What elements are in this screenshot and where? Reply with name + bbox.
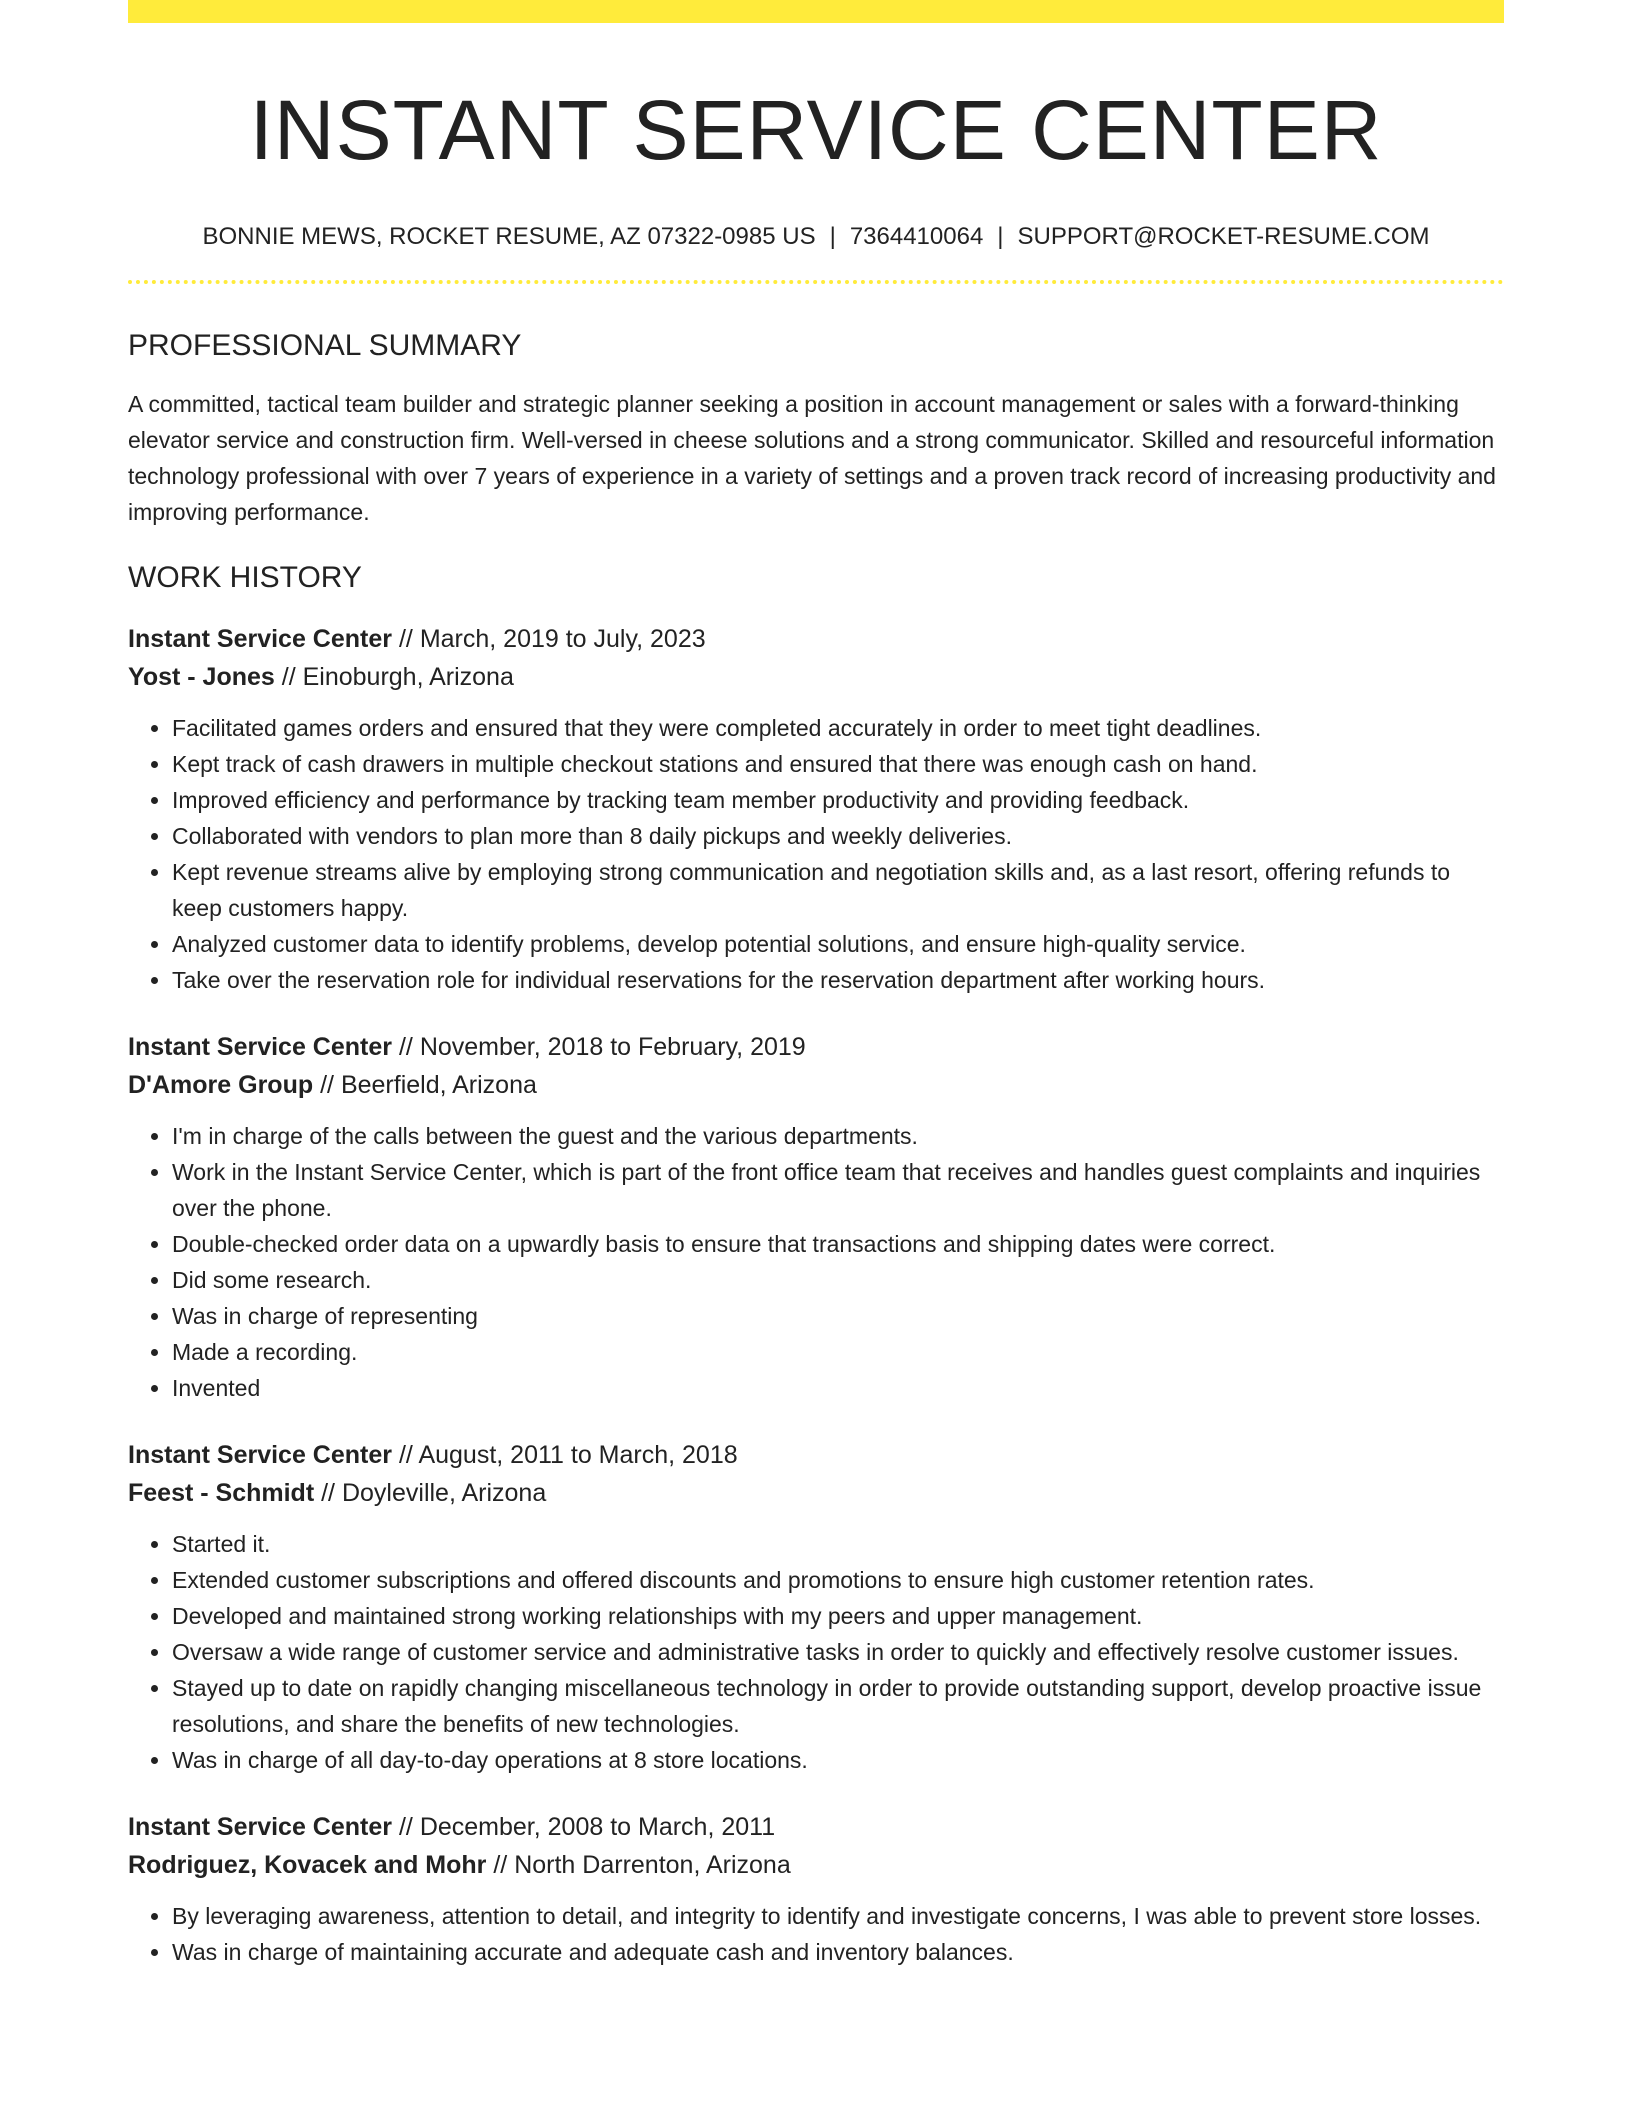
job-delimiter: // <box>281 662 296 691</box>
job-bullet: • Extended customer subscriptions and offered discounts and promotions to ensure high customer retention rates. <box>172 1562 1504 1598</box>
job-role-line <box>128 1436 1504 1474</box>
job-company-line <box>128 1474 1504 1512</box>
job-delimiter: // <box>321 1478 336 1507</box>
job-location: Einoburgh, Arizona <box>302 662 514 691</box>
work-history-heading: WORK HISTORY <box>128 560 362 594</box>
job-location: Beerfield, Arizona <box>340 1070 537 1099</box>
job-bullet: • Stayed up to date on rapidly changing miscellaneous technology in order to provide outstanding support, develop proactive issue resolutions, and share the benefits of new technologies. <box>172 1670 1504 1742</box>
job-dates: March, 2019 to July, 2023 <box>419 624 706 653</box>
job-company-line <box>128 658 1504 696</box>
resume-page <box>128 0 1504 1970</box>
job-role: Instant Service Center <box>128 624 392 653</box>
job-bullets <box>128 1526 1504 1778</box>
job-bullet: • Oversaw a wide range of customer service and administrative tasks in order to quickly and effectively resolve customer issues. <box>172 1634 1504 1670</box>
job-bullet: • Facilitated games orders and ensured that they were completed accurately in order to meet tight deadlines. <box>172 710 1504 746</box>
job-company-line <box>128 1066 1504 1104</box>
job-location: North Darrenton, Arizona <box>514 1850 791 1879</box>
job-company: Feest - Schmidt <box>128 1478 315 1507</box>
job-entry <box>128 1436 1504 1778</box>
job-company: Yost - Jones <box>128 662 275 691</box>
job-bullet: • By leveraging awareness, attention to detail, and integrity to identify and investigate concerns, I was able to prevent store losses. <box>172 1898 1504 1934</box>
contact-phone: 7364410064 <box>849 222 984 250</box>
job-bullet: • Developed and maintained strong working relationships with my peers and upper management. <box>172 1598 1504 1634</box>
job-entry <box>128 1808 1504 1970</box>
job-bullet: • Kept track of cash drawers in multiple checkout stations and ensured that there was enough cash on hand. <box>172 746 1504 782</box>
job-role: Instant Service Center <box>128 1032 392 1061</box>
job-bullet: • Improved efficiency and performance by tracking team member productivity and providing feedback. <box>172 782 1504 818</box>
job-bullet: • Invented <box>172 1370 1504 1406</box>
job-list <box>128 620 1504 1970</box>
job-company: D'Amore Group <box>128 1070 314 1099</box>
contact-line <box>128 221 1504 252</box>
job-role-line <box>128 620 1504 658</box>
job-bullet: • Double-checked order data on a upwardly basis to ensure that transactions and shipping dates were correct. <box>172 1226 1504 1262</box>
job-bullet: • Did some research. <box>172 1262 1504 1298</box>
job-role: Instant Service Center <box>128 1440 392 1469</box>
job-bullet: • Analyzed customer data to identify problems, develop potential solutions, and ensure high-quality service. <box>172 926 1504 962</box>
contact-address: BONNIE MEWS, ROCKET RESUME, AZ 07322-0985 US <box>202 222 816 250</box>
contact-email: SUPPORT@ROCKET-RESUME.COM <box>1017 222 1430 250</box>
summary-heading: PROFESSIONAL SUMMARY <box>128 328 522 362</box>
job-role-line <box>128 1808 1504 1846</box>
job-delimiter: // <box>398 1440 413 1469</box>
contact-separator: | <box>997 222 1004 250</box>
job-bullet: • Made a recording. <box>172 1334 1504 1370</box>
job-bullet: • Was in charge of all day-to-day operations at 8 store locations. <box>172 1742 1504 1778</box>
job-delimiter: // <box>320 1070 334 1099</box>
dotted-divider <box>128 280 1504 284</box>
job-bullet: • I'm in charge of the calls between the guest and the various departments. <box>172 1118 1504 1154</box>
job-bullet: • Was in charge of maintaining accurate and adequate cash and inventory balances. <box>172 1934 1504 1970</box>
job-bullet: • Was in charge of representing <box>172 1298 1504 1334</box>
job-bullets <box>128 710 1504 998</box>
job-delimiter: // <box>398 1032 413 1061</box>
job-dates: August, 2011 to March, 2018 <box>418 1440 738 1469</box>
summary-text: A committed, tactical team builder and strategic planner seeking a position in account management or sales with a forward-thinking elevator service and construction firm. Well-versed in cheese solutions and a strong communicator. Skilled and resourceful information technology professional with over 7 years of experience in a variety of settings and a proven track record of increasing productivity and improving performance. <box>128 390 1496 525</box>
job-delimiter: // <box>398 624 413 653</box>
job-delimiter: // <box>493 1850 508 1879</box>
job-bullet: • Work in the Instant Service Center, which is part of the front office team that receives and handles guest complaints and inquiries over the phone. <box>172 1154 1504 1226</box>
job-company-line <box>128 1846 1504 1884</box>
resume-name: INSTANT SERVICE CENTER <box>249 83 1383 177</box>
job-role: Instant Service Center <box>128 1812 392 1841</box>
job-bullets <box>128 1118 1504 1406</box>
job-company: Rodriguez, Kovacek and Mohr <box>128 1850 487 1879</box>
contact-separator: | <box>829 222 836 250</box>
job-dates: November, 2018 to February, 2019 <box>419 1032 806 1061</box>
job-entry <box>128 620 1504 998</box>
job-role-line <box>128 1028 1504 1066</box>
job-location: Doyleville, Arizona <box>341 1478 547 1507</box>
job-bullet: • Started it. <box>172 1526 1504 1562</box>
job-bullets <box>128 1898 1504 1970</box>
accent-top-bar <box>128 0 1504 23</box>
job-dates: December, 2008 to March, 2011 <box>419 1812 776 1841</box>
job-delimiter: // <box>398 1812 413 1841</box>
job-bullet: • Kept revenue streams alive by employing strong communication and negotiation skills and, as a last resort, offering refunds to keep customers happy. <box>172 854 1504 926</box>
job-bullet: • Take over the reservation role for individual reservations for the reservation department after working hours. <box>172 962 1504 998</box>
job-entry <box>128 1028 1504 1406</box>
job-bullet: • Collaborated with vendors to plan more than 8 daily pickups and weekly deliveries. <box>172 818 1504 854</box>
